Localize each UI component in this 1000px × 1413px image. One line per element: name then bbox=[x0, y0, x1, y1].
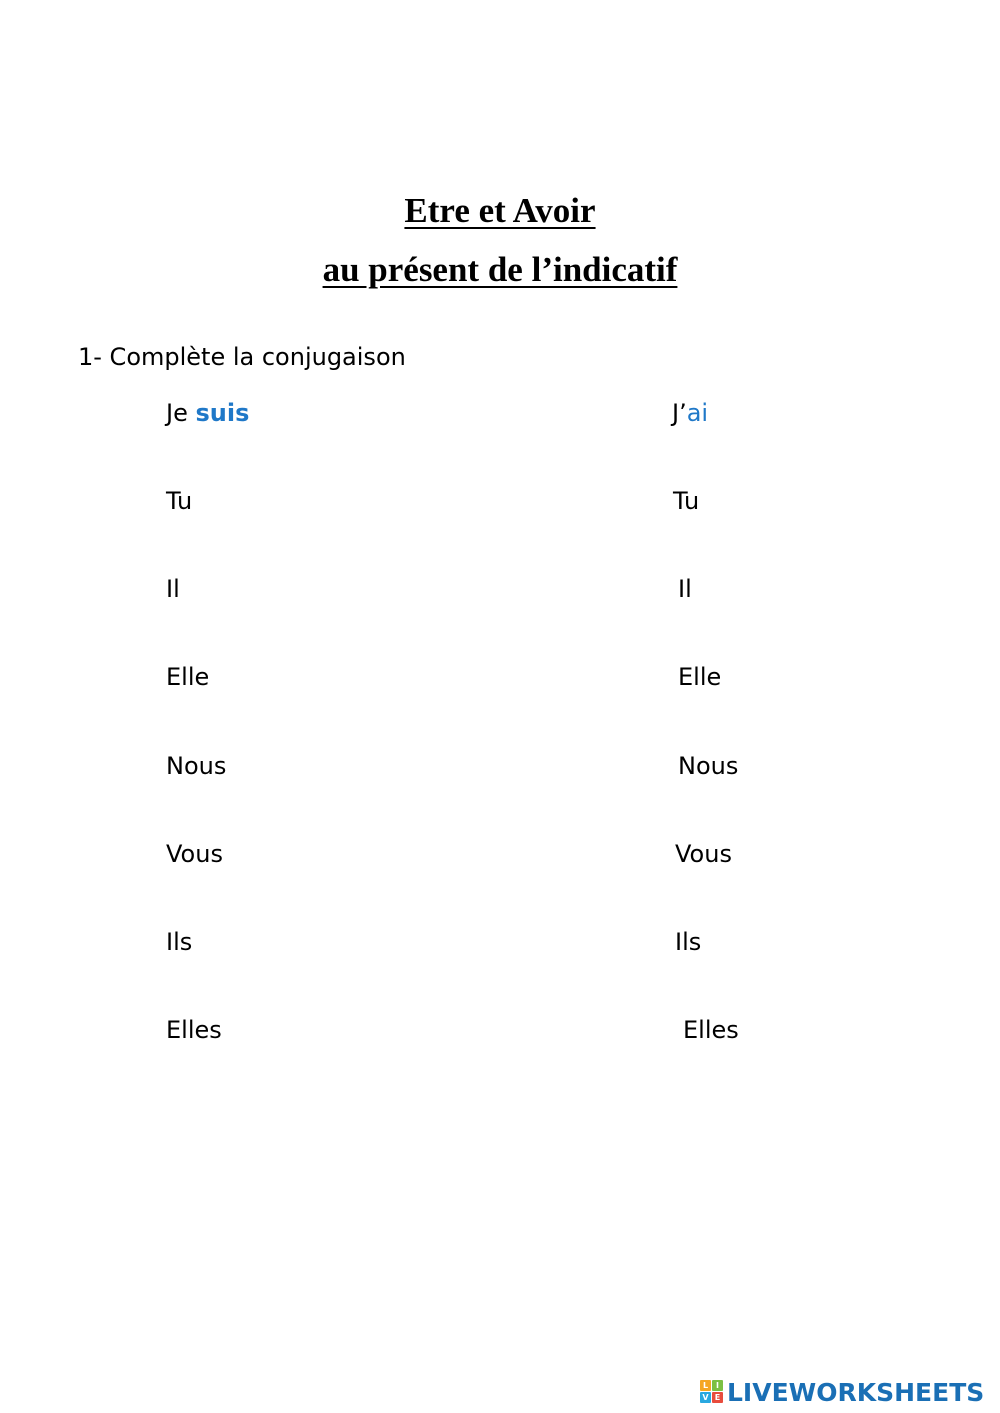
pronoun-label: Je bbox=[166, 399, 188, 427]
pronoun-label: Ils bbox=[675, 928, 702, 956]
pronoun-label: Elles bbox=[683, 1016, 739, 1044]
title-line-1: Etre et Avoir bbox=[404, 191, 596, 230]
avoir-row-vous bbox=[675, 841, 732, 867]
answer-field[interactable]: ai bbox=[686, 399, 709, 427]
pronoun-label: Vous bbox=[675, 840, 732, 868]
etre-row-je bbox=[166, 400, 249, 426]
avoir-row-il bbox=[678, 576, 692, 602]
liveworksheets-logo-icon bbox=[700, 1380, 724, 1404]
avoir-row-ils bbox=[675, 929, 701, 955]
pronoun-label: Nous bbox=[678, 752, 739, 780]
logo-square: L bbox=[700, 1380, 711, 1391]
logo-square: V bbox=[700, 1392, 711, 1403]
pronoun-label: Vous bbox=[166, 840, 223, 868]
pronoun-label: Tu bbox=[673, 487, 700, 515]
pronoun-label: Il bbox=[678, 575, 692, 603]
etre-row-ils bbox=[166, 929, 192, 955]
worksheet-subtitle bbox=[0, 252, 1000, 287]
pronoun-label: Elles bbox=[166, 1016, 222, 1044]
etre-row-elles bbox=[166, 1017, 222, 1043]
avoir-row-j bbox=[672, 400, 708, 426]
liveworksheets-logo-text: LIVEWORKSHEETS bbox=[727, 1377, 985, 1407]
logo-square: E bbox=[712, 1392, 723, 1403]
pronoun-label: Tu bbox=[166, 487, 193, 515]
pronoun-label: J’ bbox=[672, 399, 687, 427]
etre-row-nous bbox=[166, 753, 226, 779]
title-line-2: au présent de l’indicatif bbox=[322, 250, 678, 289]
etre-row-tu bbox=[166, 488, 192, 514]
pronoun-label: Ils bbox=[166, 928, 193, 956]
pronoun-label: Il bbox=[166, 575, 180, 603]
etre-row-elle bbox=[166, 664, 209, 690]
avoir-row-elle bbox=[678, 664, 721, 690]
answer-field[interactable]: suis bbox=[195, 399, 250, 427]
liveworksheets-logo bbox=[700, 1377, 984, 1407]
avoir-row-elles bbox=[683, 1017, 739, 1043]
avoir-row-nous bbox=[678, 753, 738, 779]
pronoun-label: Elle bbox=[678, 663, 722, 691]
pronoun-label: Elle bbox=[166, 663, 210, 691]
etre-row-vous bbox=[166, 841, 223, 867]
logo-square: I bbox=[712, 1380, 723, 1391]
worksheet-title bbox=[0, 193, 1000, 228]
avoir-row-tu bbox=[673, 488, 699, 514]
pronoun-label: Nous bbox=[166, 752, 227, 780]
exercise-instruction: 1- Complète la conjugaison bbox=[78, 343, 406, 371]
etre-row-il bbox=[166, 576, 180, 602]
